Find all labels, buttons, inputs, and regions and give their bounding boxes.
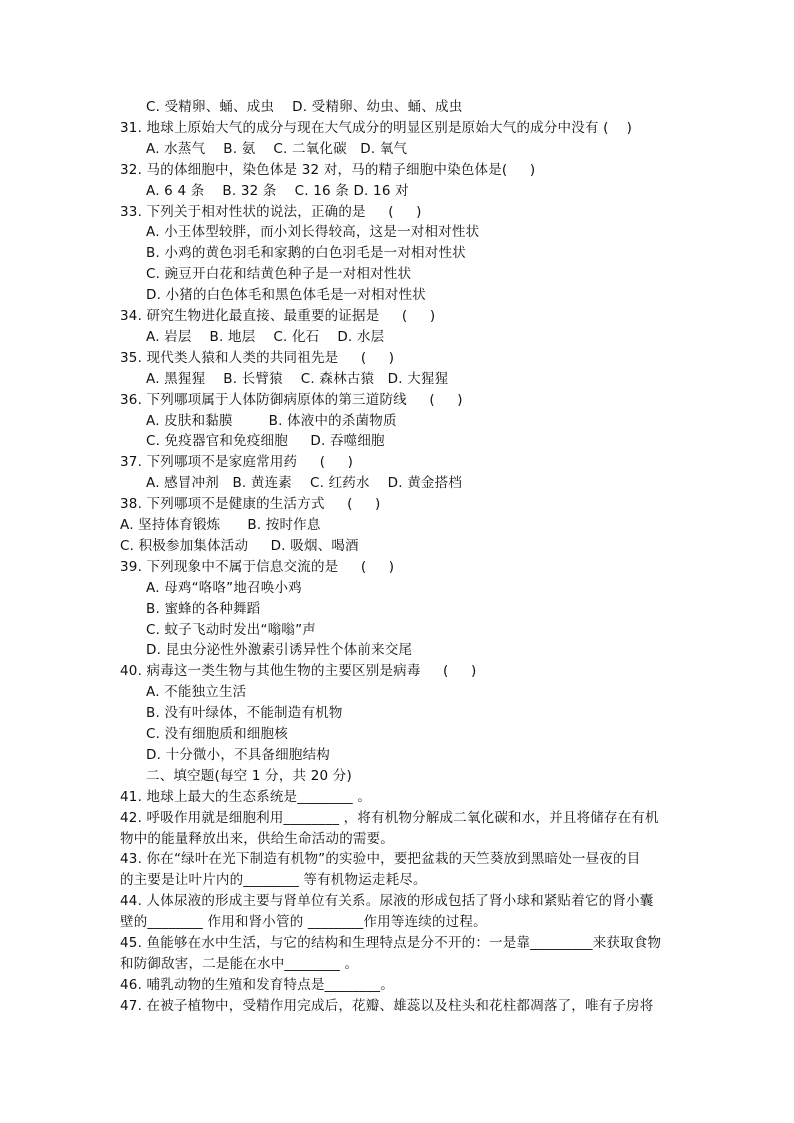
question-line: 42. 呼吸作用就是细胞利用________ ，将有机物分解成二氧化碳和水，并且将储存在有机: [120, 809, 659, 826]
question-continuation: 的主要是让叶片内的________ 等有机物运走耗尽。: [120, 872, 427, 889]
section-heading: 二、填空题(每空 1 分，共 20 分): [146, 767, 352, 784]
question-line: 34. 研究生物进化最直接、最重要的证据是 ( ): [120, 308, 436, 324]
option-line: A. 岩层 B. 地层 C. 化石 D. 水层: [146, 328, 385, 345]
question-line: 35. 现代类人猿和人类的共同祖先是 ( ): [120, 349, 395, 366]
question-line: 31. 地球上原始大气的成分与现在大气成分的明显区别是原始大气的成分中没有 ( ): [120, 119, 633, 136]
question-line: 43. 你在“绿叶在光下制造有机物”的实验中，要把盆栽的天竺葵放到黑暗处一昼夜的目: [120, 851, 641, 868]
option-line: C. 豌豆开白花和结黄色种子是一对相对性状: [146, 266, 412, 283]
option-line: B. 没有叶绿体，不能制造有机物: [146, 705, 343, 722]
option-line: C. 受精卵、蛹、成虫 D. 受精卵、幼虫、蛹、成虫: [146, 99, 463, 115]
question-line: 37. 下列哪项不是家庭常用药 ( ): [120, 454, 354, 471]
question-continuation: 壁的________ 作用和肾小管的 ________作用等连续的过程。: [120, 914, 487, 931]
option-line: B. 小鸡的黄色羽毛和家鹅的白色羽毛是一对相对性状: [146, 245, 466, 262]
option-line: C. 蚊子飞动时发出“嗡嗡”声: [146, 621, 316, 638]
option-line: C. 积极参加集体活动 D. 吸烟、喝酒: [120, 537, 359, 554]
option-line: D. 昆虫分泌性外激素引诱异性个体前来交尾: [146, 642, 413, 659]
question-line: 36. 下列哪项属于人体防御病原体的第三道防线 ( ): [120, 391, 463, 408]
question-continuation: 和防御敌害，二是能在水中________ 。: [120, 955, 359, 972]
option-line: A. 黑猩猩 B. 长臂猿 C. 森林古猿 D. 大猩猩: [146, 370, 449, 387]
option-line: D. 十分微小，不具备细胞结构: [146, 746, 330, 763]
question-line: 39. 下列现象中不属于信息交流的是 ( ): [120, 558, 395, 575]
option-line: A. 皮肤和黏膜 B. 体液中的杀菌物质: [146, 412, 397, 429]
question-line: 40. 病毒这一类生物与其他生物的主要区别是病毒 ( ): [120, 663, 477, 680]
option-line: A. 坚持体育锻炼 B. 按时作息: [120, 517, 321, 533]
option-line: B. 蜜蜂的各种舞蹈: [146, 600, 261, 617]
question-line: 46. 哺乳动物的生殖和发育特点是________。: [120, 976, 394, 993]
question-line: 32. 马的体细胞中，染色体是 32 对，马的精子细胞中染色体是( ): [120, 161, 536, 178]
question-line: 38. 下列哪项不是健康的生活方式 ( ): [120, 496, 381, 513]
question-line: 41. 地球上最大的生态系统是________ 。: [120, 788, 372, 805]
question-line: 44. 人体尿液的形成主要与肾单位有关系。尿液的形成包括了肾小球和紧贴着它的肾小囊: [120, 893, 654, 910]
question-continuation: 物中的能量释放出来，供给生命活动的需要。: [120, 830, 394, 847]
option-line: D. 小猪的白色体毛和黑色体毛是一对相对性状: [146, 287, 426, 304]
option-line: A. 感冒冲剂 B. 黄连素 C. 红药水 D. 黄金搭档: [146, 475, 463, 492]
option-line: A. 母鸡“咯咯”地召唤小鸡: [146, 579, 302, 596]
question-line: 33. 下列关于相对性状的说法，正确的是 ( ): [120, 203, 422, 220]
option-line: A. 不能独立生活: [146, 684, 247, 701]
option-line: A. 6 4 条 B. 32 条 C. 16 条 D. 16 对: [146, 182, 409, 199]
option-line: A. 水蒸气 B. 氨 C. 二氧化碳 D. 氧气: [146, 140, 408, 157]
option-line: C. 没有细胞质和细胞核: [146, 726, 288, 742]
question-line: 45. 鱼能够在水中生活，与它的结构和生理特点是分不开的：一是靠_________来获取食物: [120, 935, 662, 951]
option-line: C. 免疫器官和免疫细胞 D. 吞噬细胞: [146, 433, 385, 450]
question-line: 47. 在被子植物中，受精作用完成后，花瓣、雄蕊以及柱头和花柱都凋落了，唯有子房将: [120, 997, 654, 1014]
option-line: A. 小王体型较胖，而小刘长得较高，这是一对相对性状: [146, 224, 480, 241]
